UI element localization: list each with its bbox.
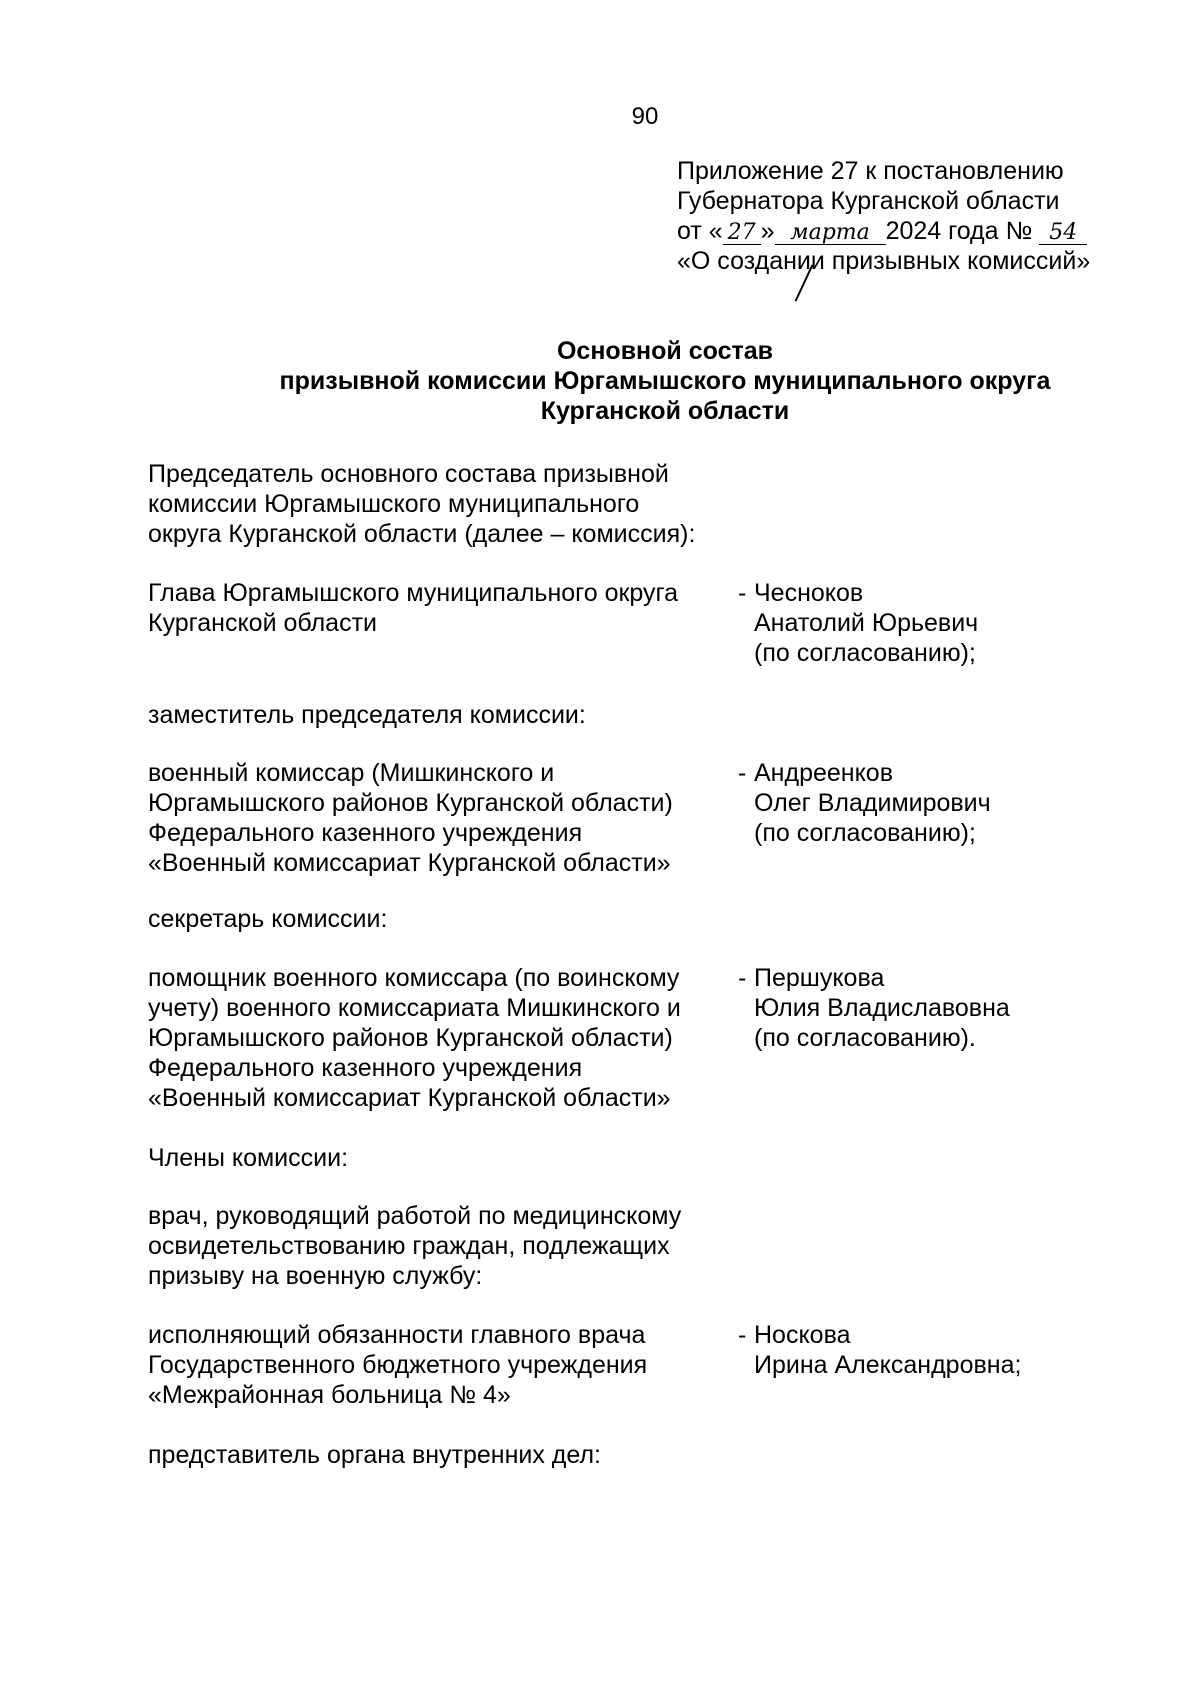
text-line: Члены комиссии: xyxy=(148,1144,349,1172)
text-line: заместитель председателя комиссии: xyxy=(148,701,586,729)
appendix-line-2: Губернатора Курганской области xyxy=(677,187,1060,215)
text-line: «Межрайонная больница № 4» xyxy=(148,1381,511,1409)
text-line: «Военный комиссариат Курганской области» xyxy=(148,1084,671,1112)
dash: - xyxy=(738,964,747,992)
dash: - xyxy=(738,759,747,787)
secretary-position xyxy=(148,963,718,1113)
text-line: Носкова xyxy=(754,1321,851,1349)
dash: - xyxy=(738,1321,747,1349)
text-line: исполняющий обязанности главного врача xyxy=(148,1321,646,1349)
text-line: Глава Юргамышского муниципального округа xyxy=(148,579,679,607)
heading-line-1: Основной состав xyxy=(556,337,774,365)
appendix-block xyxy=(677,156,1090,276)
text-line: Першукова xyxy=(754,964,885,992)
text-line: призыву на военную службу: xyxy=(148,1262,483,1290)
text-line: секретарь комиссии: xyxy=(148,905,388,933)
text-line: Чесноков xyxy=(754,579,864,607)
secretary-name xyxy=(738,963,1138,1053)
text-line: Федерального казенного учреждения xyxy=(148,819,583,847)
text-line: военный комиссар (Мишкинского и xyxy=(148,759,555,787)
page-number: 90 xyxy=(631,103,659,130)
text-line: (по согласованию). xyxy=(754,1024,976,1052)
text-line: Ирина Александровна; xyxy=(754,1351,1022,1379)
text-line: Олег Владимирович xyxy=(754,789,991,817)
appendix-line-4: «О создании призывных комиссий» xyxy=(677,247,1091,275)
text-line: врач, руководящий работой по медицинскому xyxy=(148,1202,682,1230)
text-line: (по согласованию); xyxy=(754,639,976,667)
chairman-name xyxy=(738,578,1138,668)
dash: - xyxy=(738,579,747,607)
doctor-name xyxy=(738,1320,1138,1380)
text-line: помощник военного комиссара (по воинскому xyxy=(148,964,680,992)
text-line: (по согласованию); xyxy=(754,819,976,847)
text-line: освидетельствованию граждан, подлежащих xyxy=(148,1232,670,1260)
text-line: Курганской области xyxy=(148,609,378,637)
date-prefix: от « xyxy=(677,217,723,245)
text-line: представитель органа внутренних дел: xyxy=(148,1441,602,1469)
handwritten-day: 27 xyxy=(723,222,761,245)
handwritten-number: 54 xyxy=(1039,222,1087,245)
text-line: Юргамышского районов Курганской области) xyxy=(148,1024,673,1052)
heading-line-3: Курганской области xyxy=(540,397,790,425)
date-year: 2024 года № xyxy=(885,217,1033,245)
doctor-position xyxy=(148,1320,718,1410)
text-line: Юргамышского районов Курганской области) xyxy=(148,789,673,817)
text-line: Федерального казенного учреждения xyxy=(148,1054,583,1082)
text-line: Юлия Владиславовна xyxy=(754,994,1010,1022)
text-line: учету) военного комиссариата Мишкинского и xyxy=(148,994,681,1022)
text-line: Государственного бюджетного учреждения xyxy=(148,1351,648,1379)
document-heading xyxy=(0,336,1200,426)
appendix-line-1: Приложение 27 к постановлению xyxy=(677,157,1064,185)
text-line: Анатолий Юрьевич xyxy=(754,609,979,637)
deputy-name xyxy=(738,758,1138,848)
text-line: комиссии Юргамышского муниципального xyxy=(148,490,640,518)
handwritten-month: марта xyxy=(775,222,886,245)
deputy-position xyxy=(148,758,718,878)
text-line: округа Курганской области (далее – комиссия): xyxy=(148,520,696,548)
text-line: Андреенков xyxy=(754,759,893,787)
text-line: «Военный комиссариат Курганской области» xyxy=(148,849,671,877)
chairman-position xyxy=(148,578,718,638)
text-line: Председатель основного состава призывной xyxy=(148,460,669,488)
appendix-line-3 xyxy=(677,216,1090,246)
heading-line-2: призывной комиссии Юргамышского муниципального округа xyxy=(279,367,1051,395)
date-quote: » xyxy=(760,217,775,245)
